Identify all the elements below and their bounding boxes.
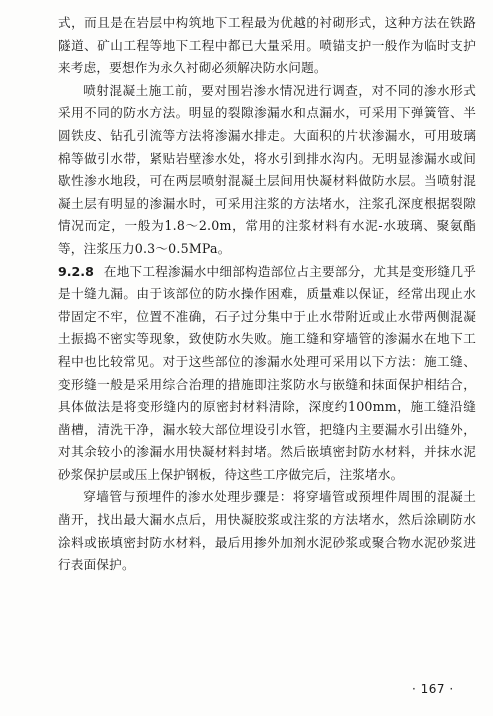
section-text: 在地下工程渗漏水中细部构造部位占主要部分，尤其是变形缝几乎是十缝九漏。由于该部位的防水操作困难，质量难以保证，经常出现止水带固定不牢，位置不准确，石子过分集中于止水带附近或止水带两侧混凝土振捣不密实等现象，致使防水失败。施工缝和穿墙管的渗漏水在地下工程中也比较常见。对于这些部位的渗漏水处理可采用以下方法：施工缝、变形缝一般是采用综合治理的措施即注浆防水与嵌缝和抹面保护相结合，具体做法是将变形缝内的原密封材料清除，深度约100mm，施工缝沿缝凿槽，清洗干净，漏水较大部位埋设引水管，把缝内主要漏水引出缝外，对其余较小的渗漏水用快凝材料封堵。然后嵌填密封防水材料，并抹水泥砂浆保护层或压上保护钢板，待这些工序做完后，注浆堵水。 [58,263,476,482]
paragraph-section-9-2-8 [58,261,476,487]
section-number: 9.2.8 [58,263,94,279]
paragraph-wall-pipe: 穿墙管与预埋件的渗水处理步骤是：将穿墙管或预埋件周围的混凝土凿开，找出最大漏水点后，用快凝胶浆或注浆的方法堵水，然后涂刷防水涂料或嵌填密封防水材料，最后用掺外加剂水泥砂浆或聚合物水泥砂浆进行表面保护。 [58,489,476,573]
body-text [58,12,476,577]
paragraph-continued: 式，而且是在岩层中构筑地下工程最为优越的衬砌形式，这种方法在铁路隧道、矿山工程等地下工程中都已大量采用。喷锚支护一般作为临时支护来考虑，要想作为永久衬砌必须解决防水问题。 [58,15,476,76]
page-number: · 167 · [412,682,454,696]
paragraph-shotcrete: 喷射混凝土施工前，要对围岩渗水情况进行调查，对不同的渗水形式采用不同的防水方法。明显的裂隙渗漏水和点漏水，可采用下弹簧管、半圆铁皮、钻孔引流等方法将渗漏水排走。大面积的片状渗漏水，可用玻璃棉等做引水带，紧贴岩壁渗水处，将水引到排水沟内。无明显渗漏水或间歇性渗水地段，可在两层喷射混凝土层间用快凝材料做防水层。当喷射混凝土层有明显的渗漏水时，可采用注浆的方法堵水，注浆孔深度根据裂隙情况而定，一般为1.8～2.0m，常用的注浆材料有水泥-水玻璃、聚氨酯等，注浆压力0.3～0.5MPa。 [58,82,476,256]
